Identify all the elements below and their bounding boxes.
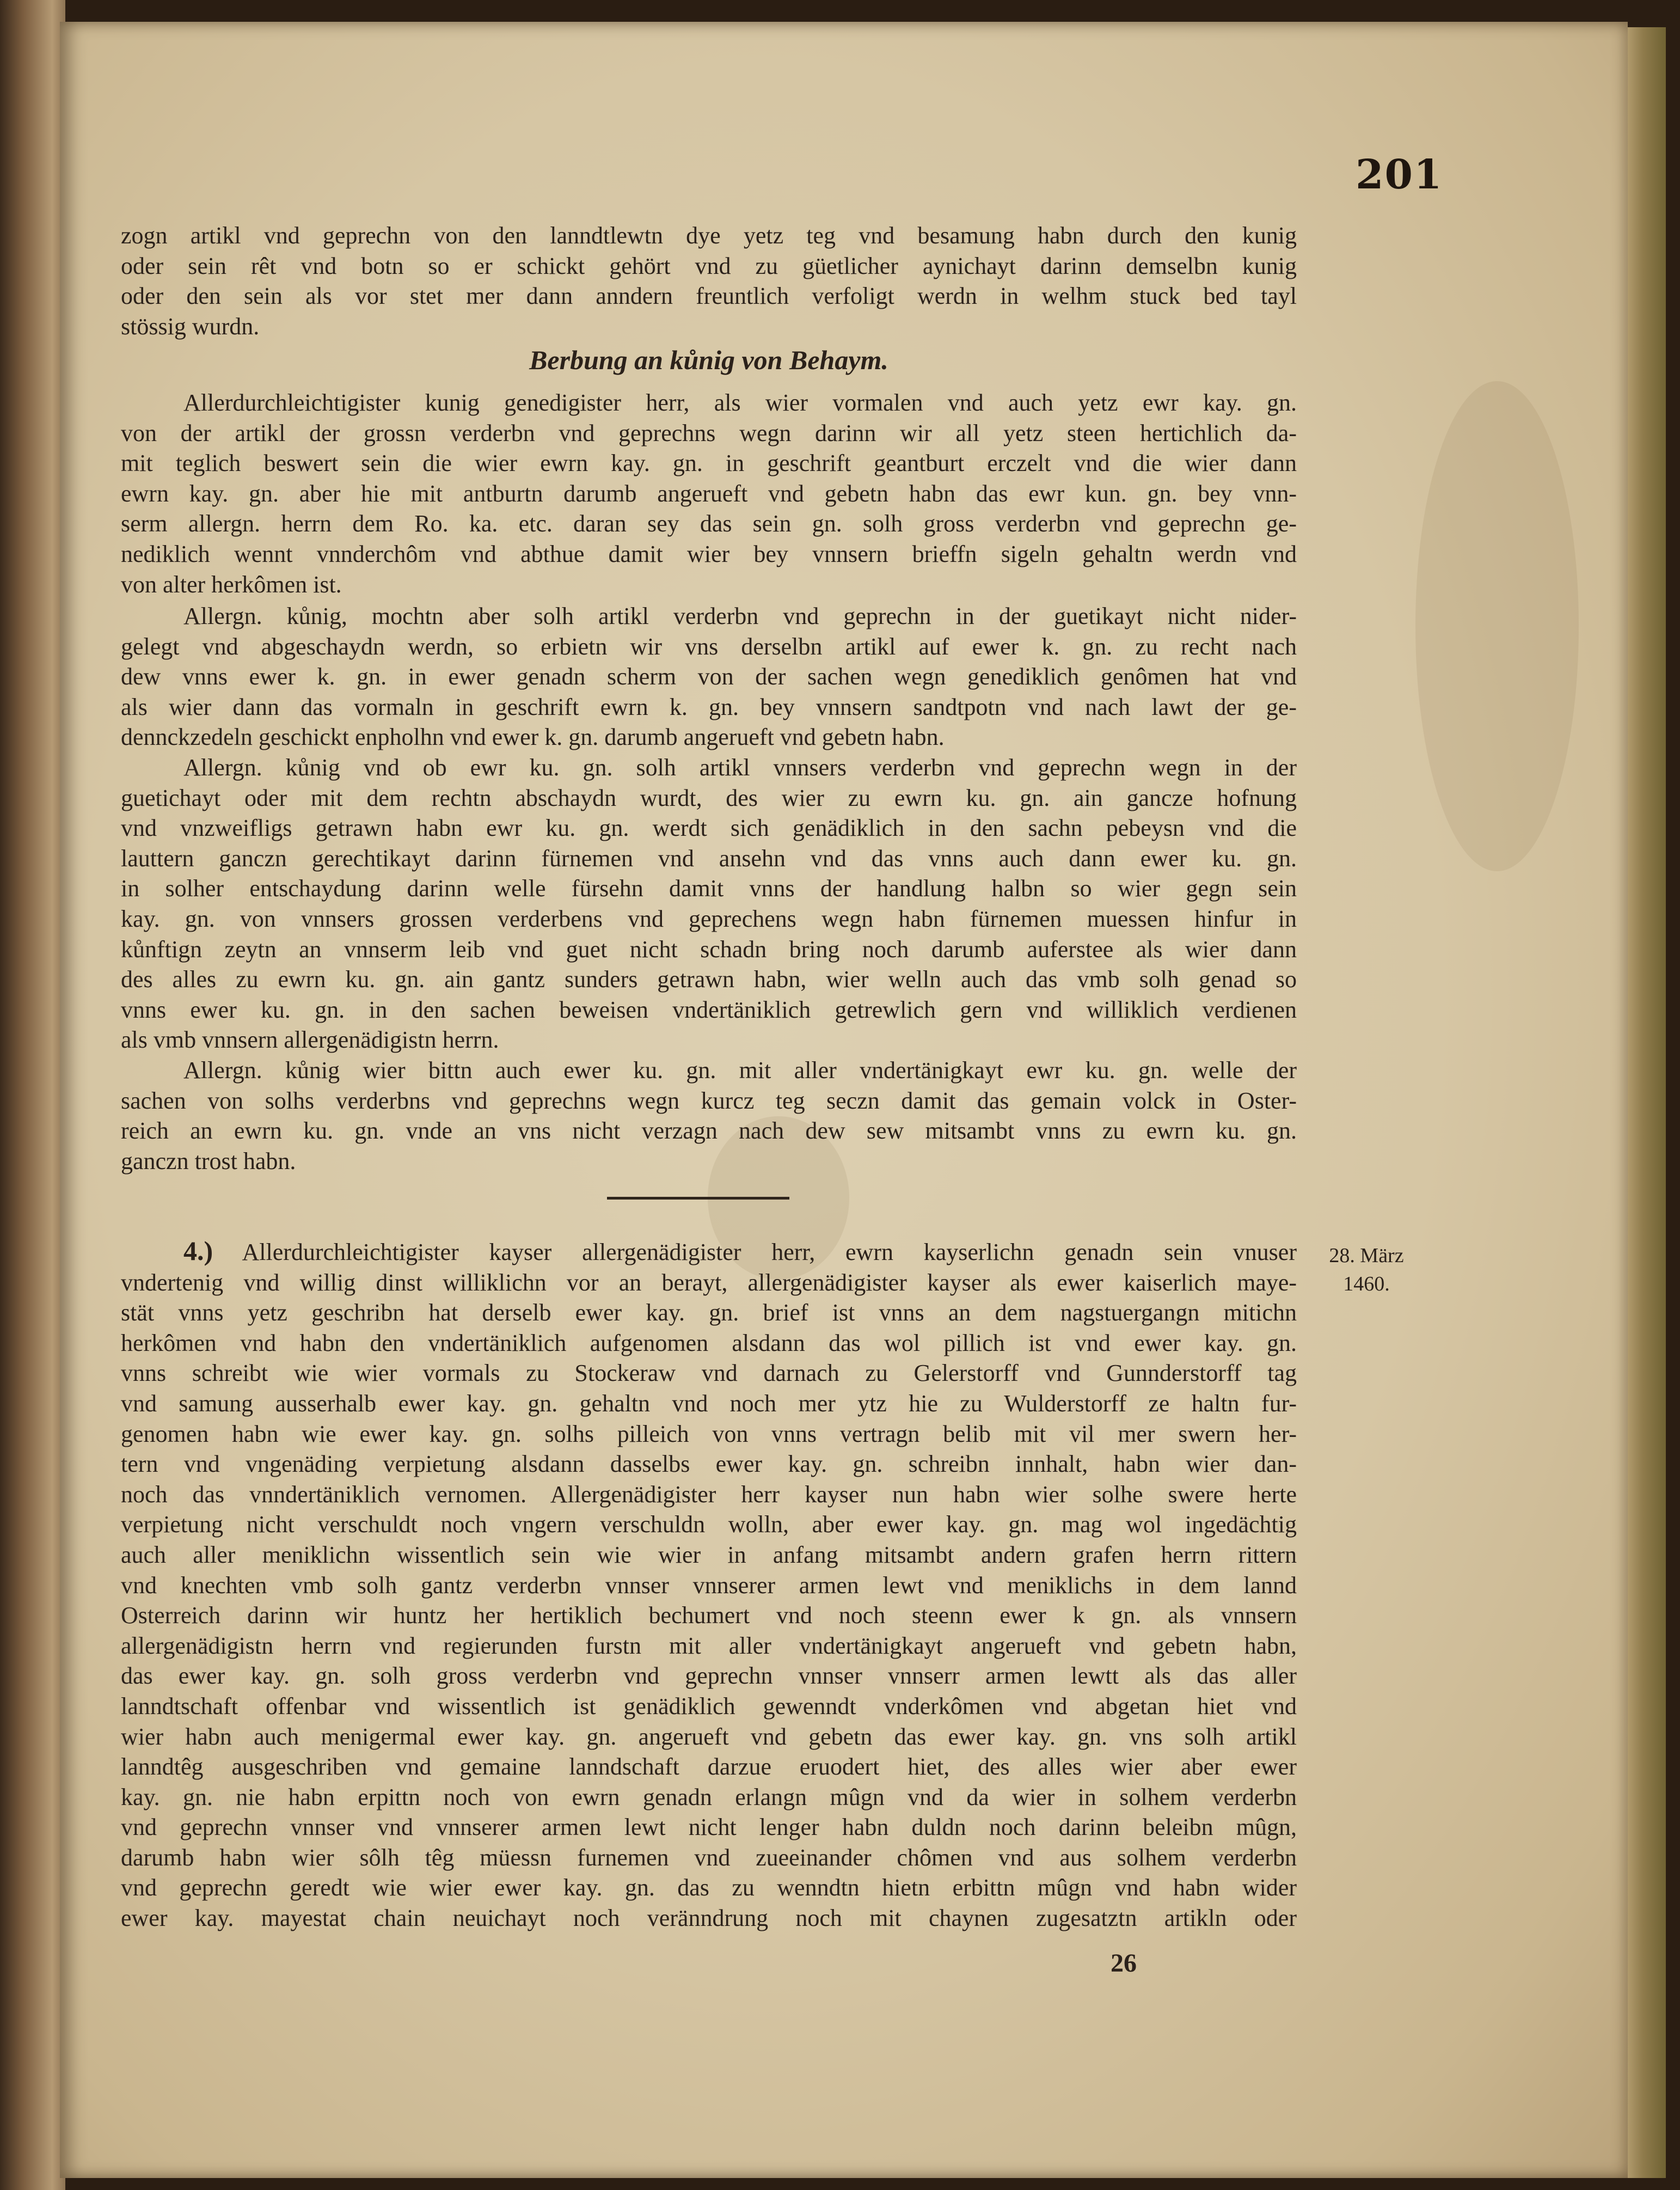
text-line: lanndtschaft offenbar vnd wissentlich ist genädiklich gewenndt vnderkômen vnd abgetan hiet vnd [121, 1692, 1297, 1720]
section-divider [607, 1197, 789, 1200]
text-line: oder den sein als vor stet mer dann anndern freuntlich verfoligt werdn in welhm stuck bed tayl [121, 283, 1297, 310]
text-line: vnns schreibt wie wier vormals zu Stockeraw vnd darnach zu Gelerstorff vnd Gunnderstorff tag [121, 1360, 1297, 1387]
text-line: mit teglich beswert sein die wier ewrn kay. gn. in geschrift geantburt erczelt vnd die wier dann [121, 450, 1297, 477]
text-line: serm allergn. herrn dem Ro. ka. etc. daran sey das sein gn. solh gross verderbn vnd geprechn ge- [121, 510, 1297, 537]
letter-first-line: Allerdurchleichtigister kayser allergenädigister herr, ewrn kayserlichn genadn sein vnuser [242, 1239, 1297, 1265]
text-line: dennckzedeln geschickt enpholhn vnd ewer k. gn. darumb angerueft vnd gebetn habn. [121, 724, 945, 751]
text-line: als wier dann das vormaln in geschrift ewrn k. gn. bey vnnsern sandtpotn vnd nach lawt der ge- [121, 693, 1297, 720]
text-line: zogn artikl vnd geprechn von den lanndtlewtn dye yetz teg vnd besamung habn durch den kunig [121, 222, 1297, 249]
text-line: dew vnns ewer k. gn. in ewer genadn scherm von der sachen wegn genediklich genômen hat vnd [121, 663, 1297, 690]
text-line: vndertenig vnd willig dinst williklichn vor an berayt, allergenädigister kayser als ewer kaiserlich maye- [121, 1269, 1297, 1296]
margin-year: 1460. [1343, 1273, 1390, 1295]
text-line: kůnftign zeytn an vnnserm leib vnd guet nicht schadn bring noch darumb auferstee als wier dann [121, 935, 1297, 963]
text-line: tern vnd vngenäding verpietung alsdann dasselbs ewer kay. gn. schreibn innhalt, habn wier dan- [121, 1451, 1297, 1478]
text-line: wier habn auch menigermal ewer kay. gn. angerueft vnd gebetn das ewer kay. gn. vns solh artikl [121, 1723, 1297, 1750]
text-line: genomen habn wie ewer kay. gn. solhs pilleich von vnns vertragn belib mit vil mer swern her- [121, 1420, 1297, 1447]
text-line: vnd vnzweifligs getrawn habn ewr ku. gn. werdt sich genädiklich in den sachn pebeysn vnd die [121, 815, 1297, 842]
text-line: vnd knechten vmb solh gantz verderbn vnnser vnnserer armen lewt vnd meniklichs in dem lannd [121, 1571, 1297, 1599]
text-line: von der artikl der grossn verderbn vnd geprechns wegn darinn wir all yetz steen hertichlich da- [121, 419, 1297, 446]
text-line: reich an ewrn ku. gn. vnde an vns nicht verzagn nach dew sew mitsambt vnns zu ewrn ku. gn. [121, 1117, 1297, 1145]
text-line: Allergn. kůnig vnd ob ewr ku. gn. solh artikl vnnsers verderbn vnd geprechn wegn in der [183, 754, 1297, 781]
text-line: oder sein rêt vnd botn so er schickt gehört vnd zu güetlicher aynichayt darinn demselbn kunig [121, 252, 1297, 279]
paper-stain [1415, 381, 1579, 871]
text-line: vnd geprechn vnnser vnd vnnserer armen lewt nicht lenger habn duldn noch darinn beleibn mûgn, [121, 1814, 1297, 1841]
text-line: stössig wurdn. [121, 313, 260, 340]
book-edge-left [0, 0, 65, 2190]
text-line: Allergn. kůnig wier bittn auch ewer ku. gn. mit aller vndertänigkayt ewr ku. gn. welle der [183, 1057, 1297, 1084]
text-line: lauttern ganczn gerechtikayt darinn fürnemen vnd ansehn vnd das vnns auch dann ewer ku. gn. [121, 845, 1297, 872]
text-line: lanndtêg ausgeschriben vnd gemaine lanndschaft darzue eruodert hiet, des alles wier aber ewer [121, 1753, 1297, 1781]
text-line: als vmb vnnsern allergenädigistn herrn. [121, 1026, 499, 1054]
text-line: guetichayt oder mit dem rechtn abschaydn wurdt, des wier zu ewrn ku. gn. ain gancze hofnung [121, 784, 1297, 811]
text-line: Osterreich darinn wir huntz her hertiklich bechumert vnd noch steenn ewer k gn. als vnnsern [121, 1602, 1297, 1629]
text-line: ewer kay. mayestat chain neuichayt noch veränndrung noch mit chaynen zugesatztn artikln oder [121, 1905, 1297, 1932]
intro-paragraph [121, 221, 1297, 341]
text-line: vnd samung ausserhalb ewer kay. gn. gehaltn vnd noch mer ytz hie zu Wulderstorff ze haltn fur- [121, 1390, 1297, 1417]
text-line: kay. gn. nie habn erpittn noch von ewrn genadn erlangn mûgn vnd da wier in solhem verderbn [121, 1783, 1297, 1810]
text-line: verpietung nicht verschuldt noch vngern verschuldn wolln, aber ewer kay. gn. mag wol ingedächtig [121, 1511, 1297, 1538]
text-line: ewrn kay. gn. aber hie mit antburtn darumb angerueft vnd gebetn habn das ewr kun. gn. bey vnn- [121, 480, 1297, 507]
text-line: vnns ewer ku. gn. in den sachen beweisen vndertäniklich getrewlich gern vnd williklich verdienen [121, 996, 1297, 1023]
section-heading: Berbung an kůnig von Behaym. [529, 345, 888, 375]
signature-mark: 26 [1111, 1949, 1137, 1978]
text-line: auch aller meniklichn wissentlich sein wie wier in anfang mitsambt andern grafen herrn rittern [121, 1541, 1297, 1568]
page-number: 201 [1356, 151, 1443, 198]
paragraph [121, 388, 1297, 600]
margin-date: 28. März [1329, 1244, 1404, 1267]
text-line: sachen von solhs verderbns vnd geprechns wegn kurcz teg seczn damit das gemain volck in Oster- [121, 1087, 1297, 1114]
text-line: Allergn. kůnig, mochtn aber solh artikl verderbn vnd geprechn in der guetikayt nicht nider- [183, 603, 1297, 629]
text-line: noch das vnndertäniklich vernomen. Allergenädigister herr kayser nun habn wier solhe swere herte [121, 1481, 1297, 1508]
text-line: des alles zu ewrn ku. gn. ain gantz sunders getrawn habn, wier welln auch das vmb solh genad so [121, 966, 1297, 993]
text-line: Allerdurchleichtigister kunig genedigister herr, als wier vormalen vnd auch yetz ewr kay. gn. [183, 389, 1297, 416]
page-right-edge [1628, 27, 1666, 2178]
text-line: von alter herkômen ist. [121, 571, 342, 598]
text-line: gelegt vnd abgeschaydn werdn, so erbietn wir vns derselbn artikl auf ewer k. gn. zu recht nach [121, 633, 1297, 660]
text-line: herkômen vnd habn den vndertäniklich aufgenomen alsdann das wol pillich ist vnd ewer kay. gn. [121, 1329, 1297, 1356]
text-line: ganczn trost habn. [121, 1147, 296, 1174]
text-line: darumb habn wier sôlh têg müessn furnemen vnd zueeinander chômen vnd aus solhem verderbn [121, 1844, 1297, 1871]
paragraph [121, 601, 1297, 753]
text-line: vnd geprechn geredt wie wier ewer kay. gn. das zu wenndtn hietn erbittn mûgn vnd habn wider [121, 1874, 1297, 1901]
text-line [121, 1236, 1297, 1268]
text-line: das ewer kay. gn. solh gross verderbn vnd geprechn vnnser vnnserr armen lewtt als das aller [121, 1662, 1297, 1690]
text-line: in solher entschaydung darinn welle fürsehn damit vnns der handlung halbn so wier gegn sein [121, 875, 1297, 902]
text-line: kay. gn. von vnnsers grossen verderbens vnd geprechens wegn habn fürnemen muessen hinfur in [121, 905, 1297, 932]
letter-number: 4.) [183, 1236, 213, 1266]
margin-date-note [1312, 1241, 1421, 1298]
paragraph [121, 1055, 1297, 1176]
text-line: nediklich wennt vnnderchôm vnd abthue damit wier bey vnnsern brieffn sigeln gehaltn werdn vnd [121, 540, 1297, 567]
text-line: stät vnns yetz geschribn hat derselb ewer kay. gn. brief ist vnns an dem nagstuergangn mitichn [121, 1299, 1297, 1326]
text-line: allergenädigistn herrn vnd regierunden furstn mit aller vndertänigkayt angerueft vnd gebetn habn, [121, 1632, 1297, 1659]
letter-body [121, 1236, 1297, 1934]
paragraph [121, 753, 1297, 1055]
